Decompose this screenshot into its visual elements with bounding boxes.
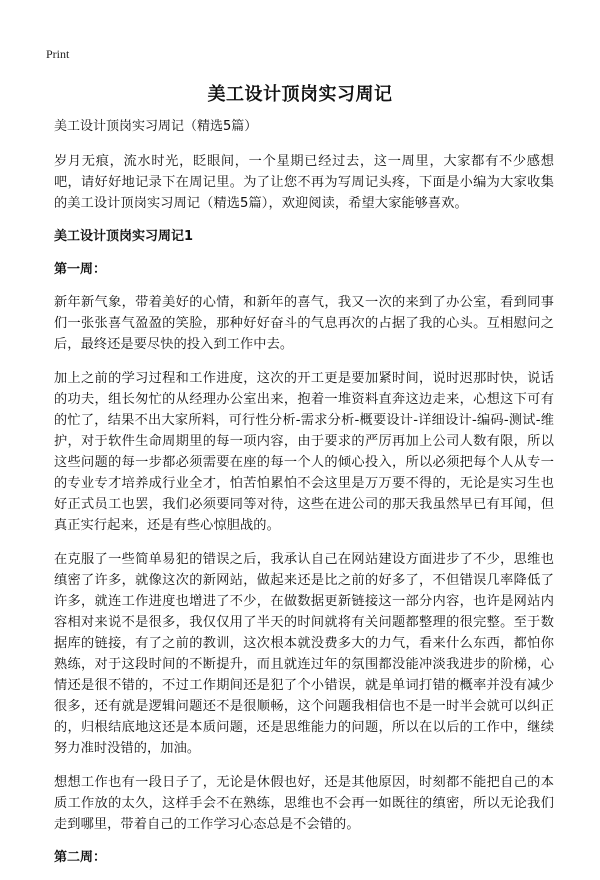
- article-body: [54, 117, 554, 880]
- week-heading-2: 第二周：: [54, 850, 107, 865]
- body-paragraph: 在克服了一些简单易犯的错误之后，我承认自己在网站建设方面进步了不少，思维也缜密了许多，就像这次的新网站，做起来还是比之前的好多了，不但错误几率降低了许多，就连工作进度也增进了不少，在做数据更新链接这一部分内容，也许是网站内容相对来说不是很多，我仅仅用了半天的时间就将有关问题都整理的很完整。至于数据库的链接，有了之前的教训，这次根本就没费多大的力气，看来什么东西，都怕你熟练，对于这段时间的不断提升，而且就连过年的氛围都没能冲淡我进步的阶梯，心情还是很不错的，不过工作期间还是犯了个小错误，就是单词打错的概率并没有减少很多，还有就是逻辑问题还不是很顺畅，这个问题我相信也不是一时半会就可以纠正的，归根结底地这还是本质问题，还是思维能力的问题，所以在以后的工作中，继续努力准时没错的，加油。: [54, 552, 554, 756]
- week-heading-1: 第一周：: [54, 262, 107, 277]
- section-heading: 美工设计顶岗实习周记1: [54, 229, 194, 244]
- body-paragraph: 加上之前的学习过程和工作进度，这次的开工更是要加紧时间，说时迟那时快，说话的功夫，组长匆忙的从经理办公室出来，抱着一堆资料直奔这边走来，心想这下可有的忙了，结果不出大家所料，可行性分析-需求分析-概要设计-详细设计-编码-测试-维护，对于软件生命周期里的每一项内容，由于要求的严厉再加上公司人数有限，所以这些问题的每一步都必须需要在座的每一个人的倾心投入，所以必须把每个人从专一的专业专才培养成行业全才，怕苦怕累怕不会这里是万万要不得的，无论是实习生也好正式员工也罢，我们必须要同等对待，这些在进公司的那天我虽然早已有耳闻，但真正实行起来，还是有些心惊胆战的。: [54, 371, 554, 533]
- article-subtitle: 美工设计顶岗实习周记（精选5篇）: [54, 119, 258, 134]
- body-paragraph: 想想工作也有一段日子了，无论是休假也好，还是其他原因，时刻都不能把自己的本质工作放的太久，这样手会不在熟练，思维也不会再一如既往的缜密，所以无论我们走到哪里，带着自己的工作学习心态总是不会错的。: [54, 775, 554, 832]
- print-link[interactable]: Print: [46, 47, 70, 61]
- intro-paragraph: 岁月无痕，流水时光，眨眼间，一个星期已经过去，这一周里，大家都有不少感想吧，请好好地记录下在周记里。为了让您不再为写周记头疼，下面是小编为大家收集的美工设计顶岗实习周记（精选5篇），欢迎阅读，希望大家能够喜欢。: [54, 154, 554, 211]
- body-paragraph: 新年新气象，带着美好的心情，和新年的喜气，我又一次的来到了办公室，看到同事们一张张喜气盈盈的笑脸，那种好好奋斗的气息再次的占据了我的心头。互相慰问之后，最终还是要尽快的投入到工作中去。: [54, 295, 554, 352]
- page-title: 美工设计顶岗实习周记: [207, 84, 393, 105]
